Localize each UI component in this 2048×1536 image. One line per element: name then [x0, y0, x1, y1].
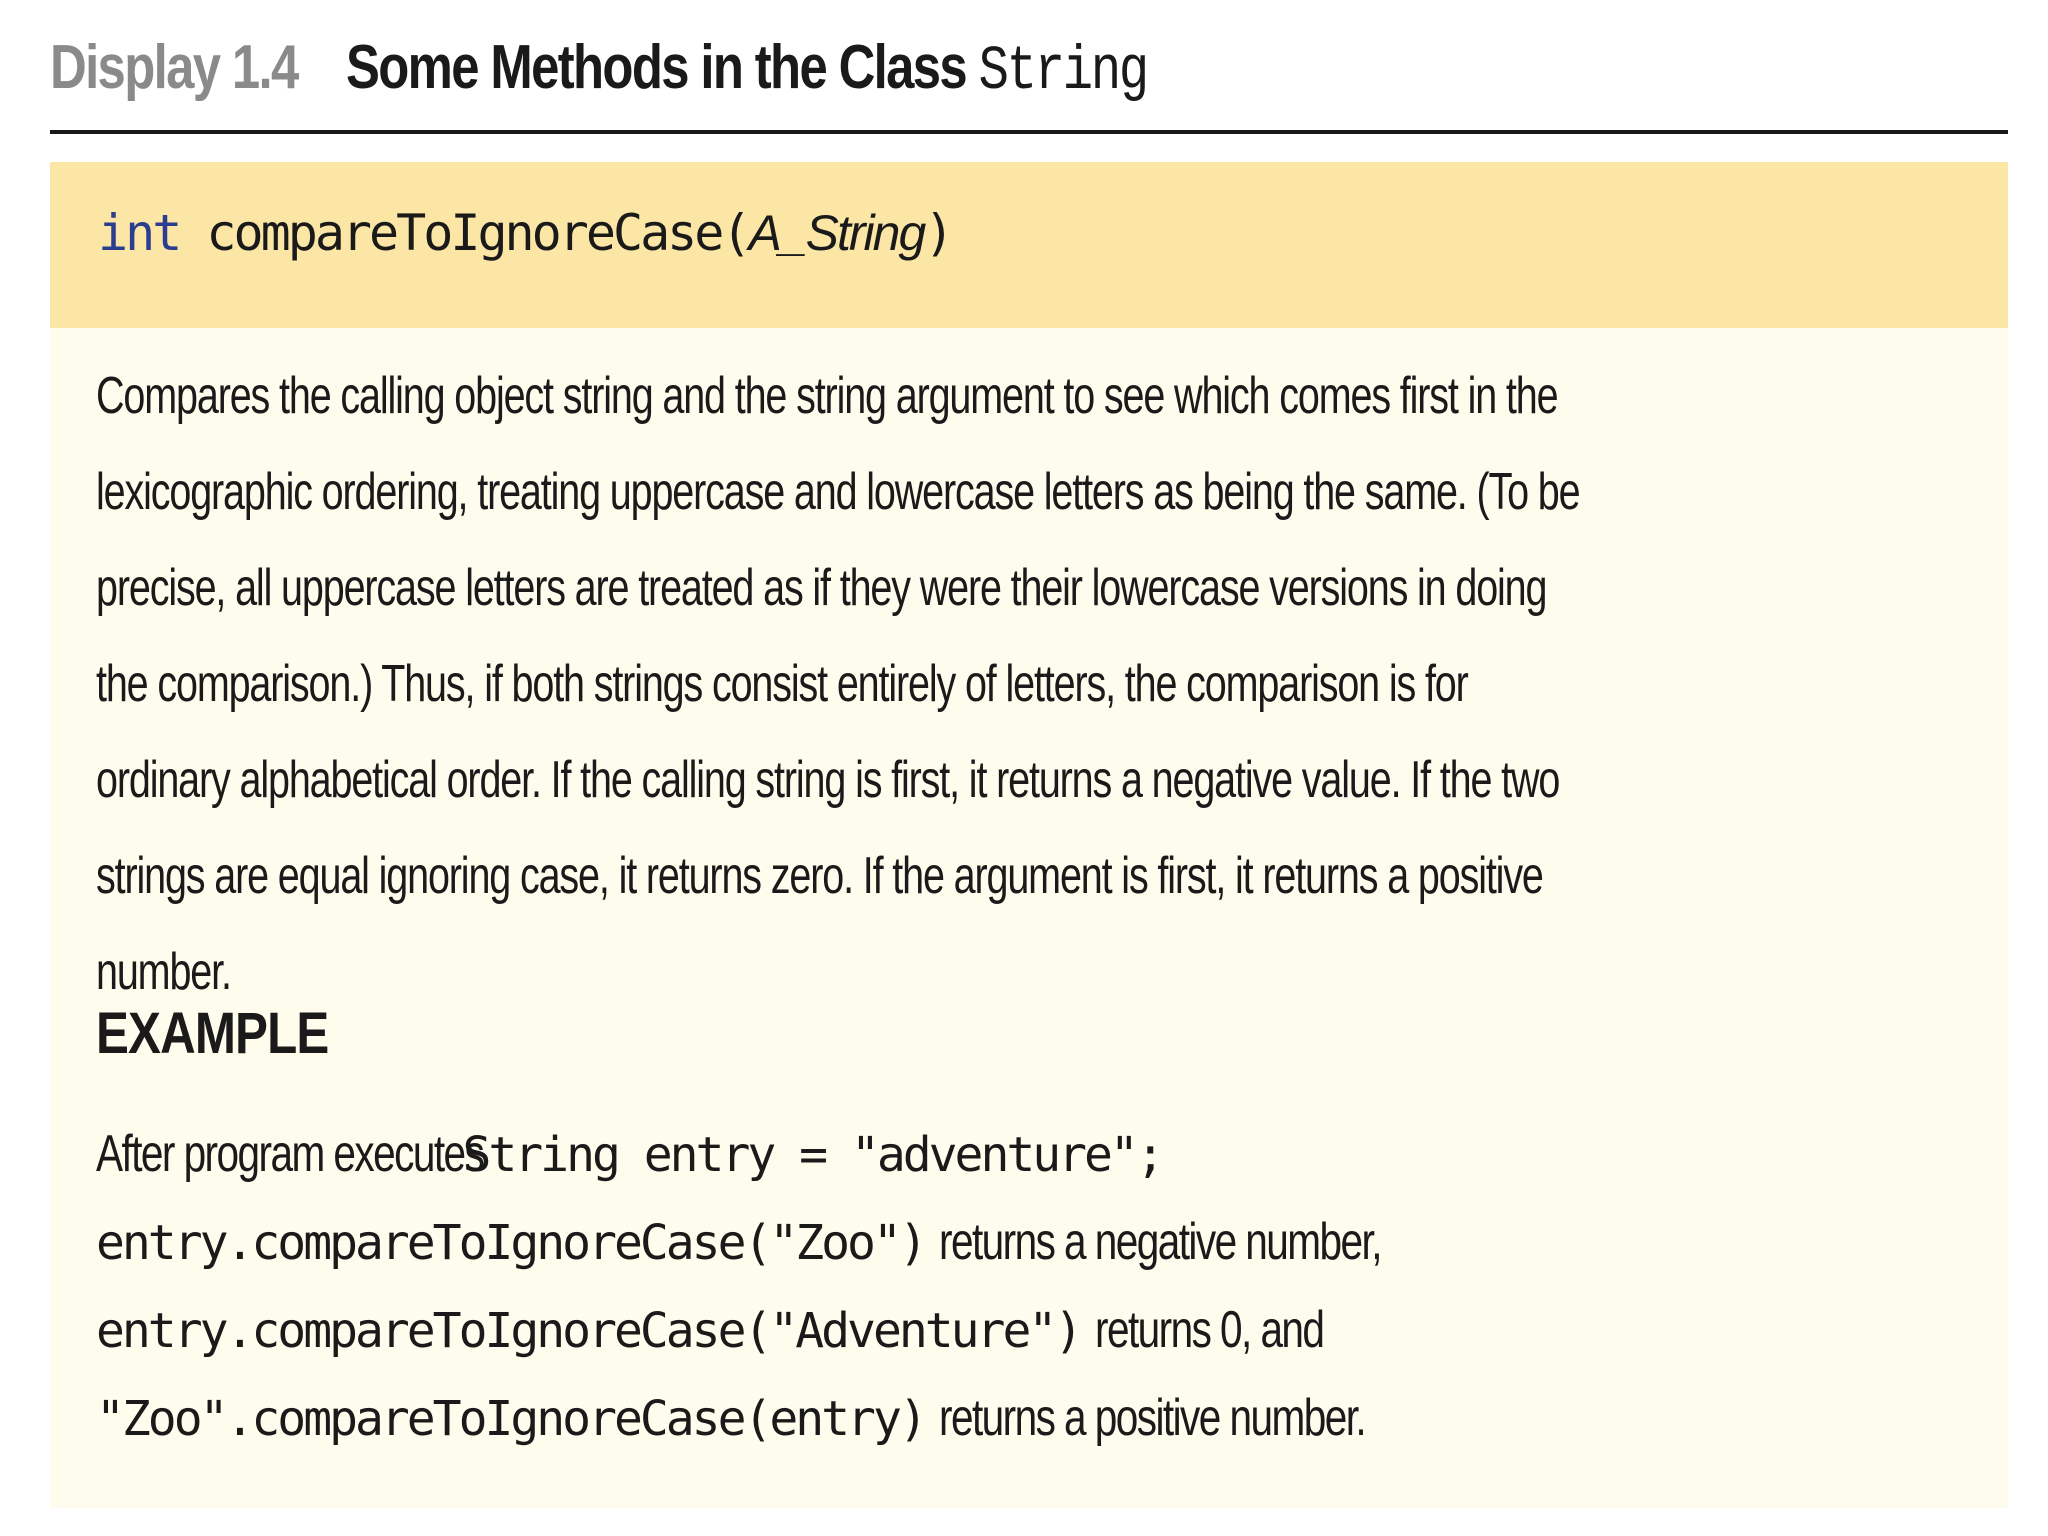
- example-line-3-prose: returns 0, and: [1094, 1301, 1324, 1359]
- example-lines: [96, 1110, 1996, 1462]
- display-title-class: String: [978, 36, 1147, 107]
- method-signature-band: [50, 162, 2008, 328]
- example-line-3-code: entry.compareToIgnoreCase("Adventure"): [96, 1303, 1081, 1359]
- display-label: [50, 32, 298, 103]
- example-line-1: [96, 1110, 1996, 1198]
- example-line-2-code: entry.compareToIgnoreCase("Zoo"): [96, 1215, 925, 1271]
- example-line-4-prose: returns a positive number.: [939, 1389, 1366, 1447]
- method-name: compareToIgnoreCase(: [206, 204, 749, 262]
- method-description: Compares the calling object string and the string argument to see which comes first in the lexicographic ordering, treating uppercase and lowercase letters as being the same. (To be precise, all uppercase letters are treated as if they were their lowercase versions in doing the comparison.) Thus, if both strings consist entirely of letters, the comparison is for ordinary alphabetical order. If the calling string is first, it returns a negative value. If the two strings are equal ignoring case, it returns zero. If the argument is first, it returns a positive number.: [96, 367, 1580, 1001]
- method-signature: [98, 204, 951, 262]
- example-line-2-prose: returns a negative number,: [939, 1213, 1382, 1271]
- method-description-panel: [50, 328, 2008, 1508]
- example-line-1-prose: After program executes: [96, 1125, 484, 1183]
- display-title: [346, 32, 1147, 107]
- example-line-1-code: String entry = "adventure";: [462, 1127, 1162, 1183]
- display-title-prefix: Some Methods in the Class: [346, 33, 967, 102]
- example-line-4-code: "Zoo".compareToIgnoreCase(entry): [96, 1391, 925, 1447]
- display-number: 1.4: [231, 33, 298, 102]
- example-line-2: [96, 1198, 1996, 1286]
- display-header: [50, 28, 2010, 128]
- method-argument: A_String: [748, 205, 925, 261]
- header-rule: [50, 130, 2008, 134]
- example-line-3: [96, 1286, 1996, 1374]
- display-label-word: Display: [50, 33, 220, 102]
- example-line-4: [96, 1374, 1996, 1462]
- method-close-paren: ): [924, 204, 952, 262]
- return-type: int: [98, 204, 180, 262]
- example-heading: EXAMPLE: [96, 1001, 329, 1066]
